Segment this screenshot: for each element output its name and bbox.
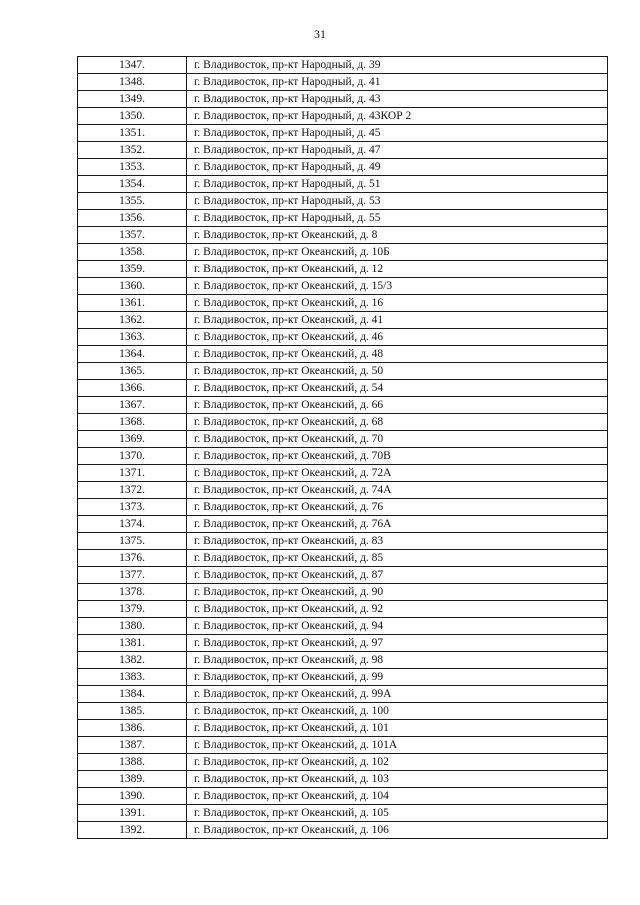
table-row: [78, 686, 608, 703]
address-cell: г. Владивосток, пр-кт Народный, д. 43: [187, 91, 608, 108]
address-cell: г. Владивосток, пр-кт Океанский, д. 10Б: [187, 244, 608, 261]
table-row: [78, 499, 608, 516]
table-row: [78, 295, 608, 312]
address-cell: г. Владивосток, пр-кт Океанский, д. 74А: [187, 482, 608, 499]
row-number-cell: 1359.: [78, 261, 187, 278]
row-number-cell: 1370.: [78, 448, 187, 465]
address-cell: г. Владивосток, пр-кт Океанский, д. 76А: [187, 516, 608, 533]
table-row: [78, 567, 608, 584]
address-cell: г. Владивосток, пр-кт Океанский, д. 90: [187, 584, 608, 601]
table-row: [78, 754, 608, 771]
row-number-cell: 1383.: [78, 669, 187, 686]
table-row: [78, 278, 608, 295]
table-row: [78, 652, 608, 669]
row-number-cell: 1347.: [78, 57, 187, 74]
address-cell: г. Владивосток, пр-кт Народный, д. 55: [187, 210, 608, 227]
table-row: [78, 176, 608, 193]
address-cell: г. Владивосток, пр-кт Океанский, д. 16: [187, 295, 608, 312]
table-row: [78, 669, 608, 686]
address-cell: г. Владивосток, пр-кт Океанский, д. 50: [187, 363, 608, 380]
row-number-cell: 1366.: [78, 380, 187, 397]
row-number-cell: 1348.: [78, 74, 187, 91]
table-row: [78, 397, 608, 414]
row-number-cell: 1387.: [78, 737, 187, 754]
table-row: [78, 142, 608, 159]
row-number-cell: 1376.: [78, 550, 187, 567]
table-row: [78, 329, 608, 346]
table-row: [78, 550, 608, 567]
table-row: [78, 363, 608, 380]
table-row: [78, 125, 608, 142]
table-row: [78, 210, 608, 227]
row-number-cell: 1371.: [78, 465, 187, 482]
table-row: [78, 227, 608, 244]
address-cell: г. Владивосток, пр-кт Океанский, д. 68: [187, 414, 608, 431]
row-number-cell: 1369.: [78, 431, 187, 448]
row-number-cell: 1392.: [78, 822, 187, 839]
address-cell: г. Владивосток, пр-кт Народный, д. 41: [187, 74, 608, 91]
row-number-cell: 1368.: [78, 414, 187, 431]
table-row: [78, 193, 608, 210]
row-number-cell: 1349.: [78, 91, 187, 108]
table-row: [78, 482, 608, 499]
address-cell: г. Владивосток, пр-кт Океанский, д. 103: [187, 771, 608, 788]
page-number: 31: [314, 27, 326, 41]
table-row: [78, 244, 608, 261]
row-number-cell: 1367.: [78, 397, 187, 414]
row-number-cell: 1358.: [78, 244, 187, 261]
address-cell: г. Владивосток, пр-кт Океанский, д. 12: [187, 261, 608, 278]
address-cell: г. Владивосток, пр-кт Океанский, д. 104: [187, 788, 608, 805]
row-number-cell: 1355.: [78, 193, 187, 210]
address-cell: г. Владивосток, пр-кт Народный, д. 53: [187, 193, 608, 210]
row-number-cell: 1362.: [78, 312, 187, 329]
table-row: [78, 448, 608, 465]
row-number-cell: 1357.: [78, 227, 187, 244]
address-cell: г. Владивосток, пр-кт Океанский, д. 72А: [187, 465, 608, 482]
table-row: [78, 312, 608, 329]
row-number-cell: 1391.: [78, 805, 187, 822]
table-row: [78, 771, 608, 788]
address-cell: г. Владивосток, пр-кт Народный, д. 39: [187, 57, 608, 74]
address-cell: г. Владивосток, пр-кт Океанский, д. 83: [187, 533, 608, 550]
table-row: [78, 57, 608, 74]
address-cell: г. Владивосток, пр-кт Народный, д. 47: [187, 142, 608, 159]
row-number-cell: 1389.: [78, 771, 187, 788]
address-cell: г. Владивосток, пр-кт Океанский, д. 105: [187, 805, 608, 822]
row-number-cell: 1379.: [78, 601, 187, 618]
address-cell: г. Владивосток, пр-кт Океанский, д. 101А: [187, 737, 608, 754]
address-cell: г. Владивосток, пр-кт Океанский, д. 97: [187, 635, 608, 652]
table-row: [78, 720, 608, 737]
row-number-cell: 1350.: [78, 108, 187, 125]
address-cell: г. Владивосток, пр-кт Океанский, д. 8: [187, 227, 608, 244]
row-number-cell: 1375.: [78, 533, 187, 550]
row-number-cell: 1360.: [78, 278, 187, 295]
row-number-cell: 1356.: [78, 210, 187, 227]
address-cell: г. Владивосток, пр-кт Народный, д. 49: [187, 159, 608, 176]
table-row: [78, 159, 608, 176]
table-row: [78, 618, 608, 635]
table-row: [78, 261, 608, 278]
table-row: [78, 584, 608, 601]
table-row: [78, 91, 608, 108]
address-cell: г. Владивосток, пр-кт Океанский, д. 106: [187, 822, 608, 839]
table-row: [78, 533, 608, 550]
address-cell: г. Владивосток, пр-кт Океанский, д. 70В: [187, 448, 608, 465]
table-row: [78, 805, 608, 822]
row-number-cell: 1388.: [78, 754, 187, 771]
table-row: [78, 703, 608, 720]
address-table-body: [78, 57, 608, 839]
table-row: [78, 601, 608, 618]
table-row: [78, 414, 608, 431]
row-number-cell: 1373.: [78, 499, 187, 516]
table-row: [78, 346, 608, 363]
address-cell: г. Владивосток, пр-кт Океанский, д. 101: [187, 720, 608, 737]
address-cell: г. Владивосток, пр-кт Народный, д. 51: [187, 176, 608, 193]
table-row: [78, 635, 608, 652]
row-number-cell: 1378.: [78, 584, 187, 601]
table-row: [78, 380, 608, 397]
address-cell: г. Владивосток, пр-кт Океанский, д. 94: [187, 618, 608, 635]
table-row: [78, 74, 608, 91]
address-cell: г. Владивосток, пр-кт Океанский, д. 92: [187, 601, 608, 618]
row-number-cell: 1386.: [78, 720, 187, 737]
row-number-cell: 1377.: [78, 567, 187, 584]
row-number-cell: 1390.: [78, 788, 187, 805]
address-cell: г. Владивосток, пр-кт Народный, д. 45: [187, 125, 608, 142]
table-row: [78, 108, 608, 125]
address-cell: г. Владивосток, пр-кт Океанский, д. 98: [187, 652, 608, 669]
row-number-cell: 1352.: [78, 142, 187, 159]
address-cell: г. Владивосток, пр-кт Океанский, д. 48: [187, 346, 608, 363]
address-cell: г. Владивосток, пр-кт Океанский, д. 15/3: [187, 278, 608, 295]
address-cell: г. Владивосток, пр-кт Океанский, д. 70: [187, 431, 608, 448]
row-number-cell: 1361.: [78, 295, 187, 312]
address-cell: г. Владивосток, пр-кт Океанский, д. 76: [187, 499, 608, 516]
row-number-cell: 1365.: [78, 363, 187, 380]
row-number-cell: 1364.: [78, 346, 187, 363]
address-cell: г. Владивосток, пр-кт Океанский, д. 85: [187, 550, 608, 567]
table-row: [78, 431, 608, 448]
table-row: [78, 516, 608, 533]
row-number-cell: 1363.: [78, 329, 187, 346]
address-cell: г. Владивосток, пр-кт Океанский, д. 54: [187, 380, 608, 397]
address-cell: г. Владивосток, пр-кт Океанский, д. 99: [187, 669, 608, 686]
address-cell: г. Владивосток, пр-кт Океанский, д. 102: [187, 754, 608, 771]
row-number-cell: 1380.: [78, 618, 187, 635]
address-cell: г. Владивосток, пр-кт Океанский, д. 99А: [187, 686, 608, 703]
row-number-cell: 1353.: [78, 159, 187, 176]
row-number-cell: 1354.: [78, 176, 187, 193]
address-cell: г. Владивосток, пр-кт Океанский, д. 66: [187, 397, 608, 414]
address-cell: г. Владивосток, пр-кт Океанский, д. 46: [187, 329, 608, 346]
row-number-cell: 1381.: [78, 635, 187, 652]
address-table: [77, 56, 608, 839]
row-number-cell: 1374.: [78, 516, 187, 533]
table-row: [78, 465, 608, 482]
table-row: [78, 788, 608, 805]
address-cell: г. Владивосток, пр-кт Океанский, д. 100: [187, 703, 608, 720]
row-number-cell: 1351.: [78, 125, 187, 142]
table-row: [78, 822, 608, 839]
table-row: [78, 737, 608, 754]
row-number-cell: 1385.: [78, 703, 187, 720]
address-cell: г. Владивосток, пр-кт Океанский, д. 87: [187, 567, 608, 584]
address-cell: г. Владивосток, пр-кт Народный, д. 43КОР 2: [187, 108, 608, 125]
row-number-cell: 1372.: [78, 482, 187, 499]
row-number-cell: 1384.: [78, 686, 187, 703]
address-cell: г. Владивосток, пр-кт Океанский, д. 41: [187, 312, 608, 329]
row-number-cell: 1382.: [78, 652, 187, 669]
